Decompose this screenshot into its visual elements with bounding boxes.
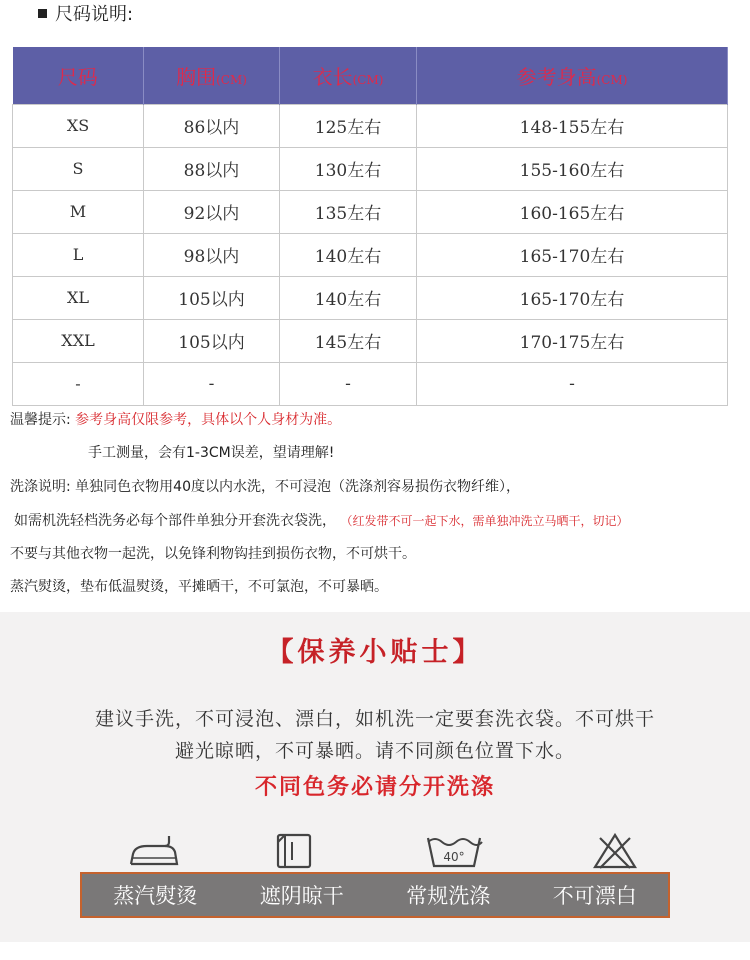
cell-size: S [13,147,144,190]
cell-height: - [417,362,728,405]
tip-text: 参考身高仅限参考，具体以个人身材为准。 [75,412,342,428]
cell-length: - [280,362,417,405]
cell-length: 125左右 [280,104,417,147]
cell-length: 140左右 [280,276,417,319]
iron-icon [95,832,215,872]
cell-bust: 92以内 [144,190,280,233]
care-line-1: 建议手洗，不可浸泡、漂白，如机洗一定要套洗衣袋。不可烘干 [94,708,655,730]
cell-length: 145左右 [280,319,417,362]
label-no-bleach: 不可漂白 [552,884,637,908]
care-tips-panel [0,612,750,942]
wash-line-3: 不要与其他衣物一起洗，以免锋利物钩挂到损伤衣物，不可烘干。 [10,546,416,562]
wash-40-icon [394,832,514,872]
care-labels-bar [80,872,670,918]
measure-note: 手工测量，会有1-3CM误差，望请理解! [88,445,335,461]
cell-height: 170-175左右 [417,319,728,362]
header-length: 衣长(CM) [280,47,417,104]
wash-line-2-warning: （红发带不可一起下水，需单独冲洗立马晒干，切记） [340,514,629,528]
cell-bust: 105以内 [144,276,280,319]
cell-height: 148-155左右 [417,104,728,147]
wash-line-2-text: 如需机洗轻档洗务必每个部件单独分开套洗衣袋洗， [14,513,336,529]
cell-length: 130左右 [280,147,417,190]
size-heading-text: 尺码说明: [55,4,134,25]
cell-length: 140左右 [280,233,417,276]
cell-height: 160-165左右 [417,190,728,233]
cell-bust: - [144,362,280,405]
cell-size: M [13,190,144,233]
cell-bust: 98以内 [144,233,280,276]
cell-bust: 88以内 [144,147,280,190]
cell-size: L [13,233,144,276]
cell-length: 135左右 [280,190,417,233]
header-size: 尺码 [13,47,144,104]
cell-height: 165-170左右 [417,233,728,276]
care-title: 【保养小贴士】 [266,637,484,668]
svg-text:40°: 40° [443,850,465,864]
no-bleach-icon [555,832,675,872]
care-warning: 不同色务必请分开洗涤 [254,775,495,800]
table-row [13,233,728,276]
cell-size: XS [13,104,144,147]
wash-line-2 [14,511,628,531]
table-row [13,362,728,405]
header-height: 参考身高(CM) [417,47,728,104]
cell-height: 155-160左右 [417,147,728,190]
tip-label: 温馨提示: [10,412,71,428]
size-table-header-row [13,47,728,104]
cell-bust: 86以内 [144,104,280,147]
table-row [13,319,728,362]
size-section-heading [38,0,133,26]
cell-height: 165-170左右 [417,276,728,319]
cell-size: - [13,362,144,405]
care-icons-row [80,832,670,872]
label-shade-dry: 遮阴晾干 [259,884,344,908]
table-row [13,147,728,190]
table-row [13,276,728,319]
table-row [13,104,728,147]
wash-line-4: 蒸汽熨烫，垫布低温熨烫，平摊晒干，不可氯泡，不可暴晒。 [10,579,388,595]
header-bust: 胸围(CM) [144,47,280,104]
cell-bust: 105以内 [144,319,280,362]
care-line-2: 避光晾晒，不可暴晒。请不同颜色位置下水。 [174,740,575,762]
label-steam-iron: 蒸汽熨烫 [113,884,198,908]
table-row [13,190,728,233]
label-normal-wash: 常规洗涤 [406,884,491,908]
cell-size: XXL [13,319,144,362]
shade-dry-icon [234,832,354,872]
cell-size: XL [13,276,144,319]
size-table [12,47,728,406]
wash-line-1: 洗涤说明: 单独同色衣物用40度以内水洗，不可浸泡（洗涤剂容易损伤衣物纤维）， [10,479,520,495]
tip-line [10,410,341,430]
square-bullet-icon [38,9,47,18]
